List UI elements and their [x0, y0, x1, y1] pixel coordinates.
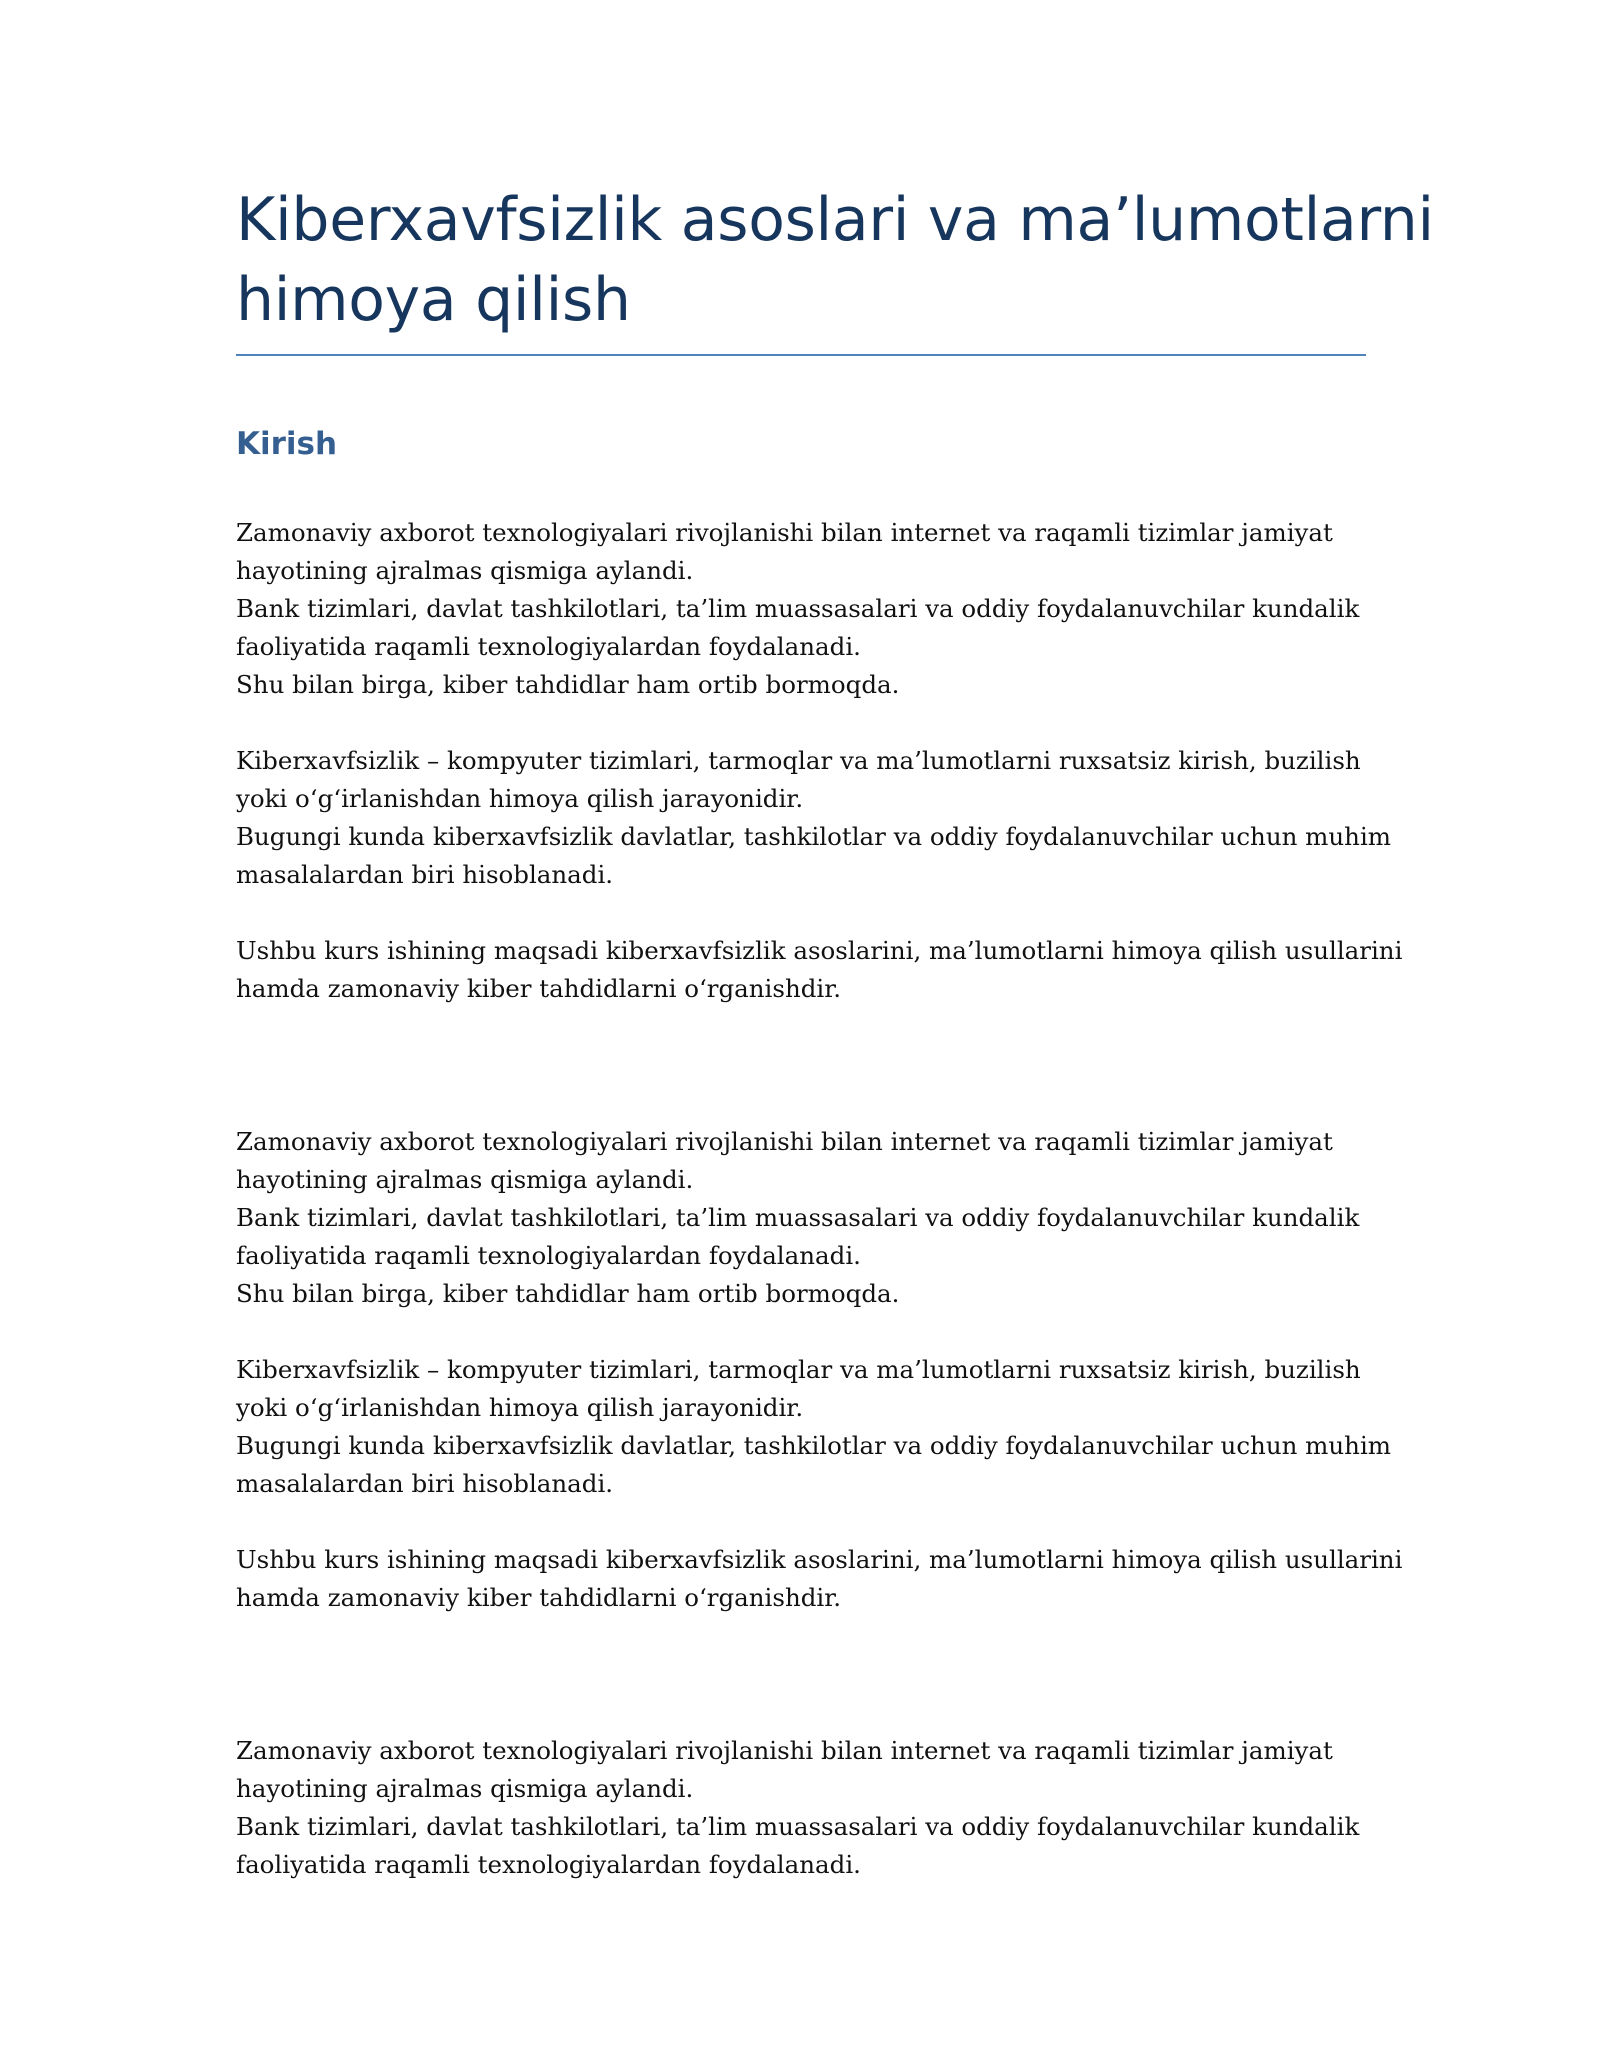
text-line: hamda zamonaviy kiber tahdidlarni o‘rganishdir. [236, 974, 842, 1003]
text-line: hayotining ajralmas qismiga aylandi. [236, 1165, 694, 1194]
text-line: faoliyatida raqamli texnologiyalardan foydalanadi. [236, 1850, 861, 1879]
title-line: Kiberxavfsizlik asoslari va ma’lumotlarni [236, 185, 1434, 255]
text-line: Zamonaviy axborot texnologiyalari rivojlanishi bilan internet va raqamli tizimlar jamiyat [236, 1127, 1333, 1156]
paragraph [236, 1541, 1403, 1617]
text-line: Shu bilan birga, kiber tahdidlar ham ortib bormoqda. [236, 1279, 900, 1308]
text-line: yoki o‘g‘irlanishdan himoya qilish jarayonidir. [236, 1393, 804, 1422]
document-body [236, 180, 1434, 1884]
paragraph [236, 514, 1366, 704]
paragraph [236, 742, 1392, 894]
paragraph [236, 1351, 1392, 1503]
title-line: himoya qilish [236, 265, 631, 335]
document-title [236, 180, 1434, 340]
paragraph [236, 932, 1403, 1008]
text-line: Bugungi kunda kiberxavfsizlik davlatlar, tashkilotlar va oddiy foydalanuvchilar uchun muhim [236, 822, 1392, 851]
text-line: Shu bilan birga, kiber tahdidlar ham ortib bormoqda. [236, 670, 900, 699]
text-line: faoliyatida raqamli texnologiyalardan foydalanadi. [236, 632, 861, 661]
section-heading: Kirish [236, 426, 338, 462]
text-line: hayotining ajralmas qismiga aylandi. [236, 556, 694, 585]
text-line: Kiberxavfsizlik – kompyuter tizimlari, tarmoqlar va ma’lumotlarni ruxsatsiz kirish, buzilish [236, 1355, 1361, 1384]
title-underline [236, 354, 1366, 356]
text-section [236, 1732, 1366, 1884]
text-line: hayotining ajralmas qismiga aylandi. [236, 1774, 694, 1803]
paragraph [236, 1732, 1366, 1884]
text-line: Zamonaviy axborot texnologiyalari rivojlanishi bilan internet va raqamli tizimlar jamiyat [236, 518, 1333, 547]
text-section [236, 1123, 1403, 1617]
text-line: Bank tizimlari, davlat tashkilotlari, ta’lim muassasalari va oddiy foydalanuvchilar kundalik [236, 1812, 1360, 1841]
text-line: Ushbu kurs ishining maqsadi kiberxavfsizlik asoslarini, ma’lumotlarni himoya qilish usullarini [236, 936, 1403, 965]
text-line: faoliyatida raqamli texnologiyalardan foydalanadi. [236, 1241, 861, 1270]
text-line: Bank tizimlari, davlat tashkilotlari, ta’lim muassasalari va oddiy foydalanuvchilar kundalik [236, 1203, 1360, 1232]
paragraph [236, 1123, 1366, 1313]
text-line: Zamonaviy axborot texnologiyalari rivojlanishi bilan internet va raqamli tizimlar jamiyat [236, 1736, 1333, 1765]
text-line: masalalardan biri hisoblanadi. [236, 1469, 614, 1498]
text-line: Kiberxavfsizlik – kompyuter tizimlari, tarmoqlar va ma’lumotlarni ruxsatsiz kirish, buzilish [236, 746, 1361, 775]
text-line: masalalardan biri hisoblanadi. [236, 860, 614, 889]
text-line: Ushbu kurs ishining maqsadi kiberxavfsizlik asoslarini, ma’lumotlarni himoya qilish usullarini [236, 1545, 1403, 1574]
text-line: Bank tizimlari, davlat tashkilotlari, ta’lim muassasalari va oddiy foydalanuvchilar kundalik [236, 594, 1360, 623]
text-line: Bugungi kunda kiberxavfsizlik davlatlar, tashkilotlar va oddiy foydalanuvchilar uchun muhim [236, 1431, 1392, 1460]
text-section [236, 514, 1403, 1008]
text-line: yoki o‘g‘irlanishdan himoya qilish jarayonidir. [236, 784, 804, 813]
text-line: hamda zamonaviy kiber tahdidlarni o‘rganishdir. [236, 1583, 842, 1612]
